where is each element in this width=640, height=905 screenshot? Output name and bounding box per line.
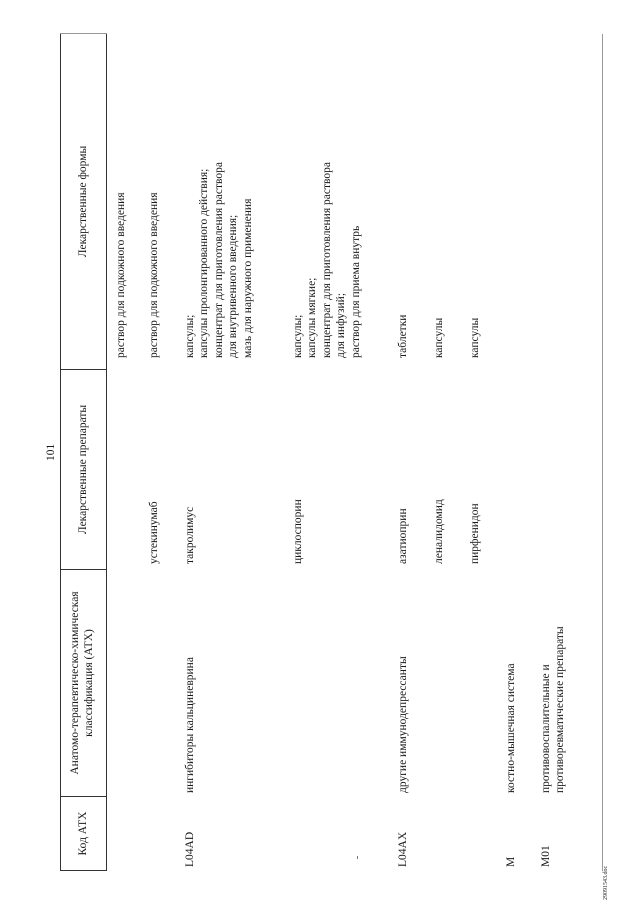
table-row-forms bbox=[468, 318, 482, 358]
form-line: раствор для подкожного введения bbox=[148, 192, 160, 358]
header-code: Код АТХ bbox=[77, 811, 89, 856]
table-row-forms bbox=[396, 315, 410, 358]
drug-name: леналидомид bbox=[433, 499, 445, 564]
form-line: капсулы; bbox=[184, 314, 196, 358]
form-line: капсулы; bbox=[292, 314, 304, 358]
atc-code: L04AD bbox=[184, 831, 196, 867]
table-left-border bbox=[60, 870, 107, 871]
form-line: мазь для наружного применения bbox=[241, 198, 254, 358]
table-row-forms bbox=[432, 318, 446, 358]
drug-name: циклоспорин bbox=[292, 499, 304, 564]
classification-name: костно-мышечная система bbox=[505, 663, 517, 793]
bottom-rule bbox=[602, 34, 603, 871]
header-drugs: Лекарственные препараты bbox=[77, 404, 89, 535]
form-line: капсулы пролонгированного действия; bbox=[198, 168, 211, 358]
table-row-forms bbox=[147, 192, 161, 358]
page-number: 101 bbox=[45, 443, 57, 461]
form-line: для инфузий; bbox=[335, 292, 348, 358]
atc-code: L04AX bbox=[397, 831, 409, 867]
form-line: капсулы bbox=[433, 317, 445, 358]
column-divider-2 bbox=[60, 569, 107, 570]
table-top-rule bbox=[60, 34, 61, 871]
classification-name: ингибиторы кальциневрина bbox=[184, 657, 196, 793]
table-row-forms bbox=[291, 162, 363, 358]
form-line: концентрат для приготовления раствора bbox=[320, 162, 333, 358]
header-bottom-rule bbox=[106, 34, 107, 871]
header-forms: Лекарственные формы bbox=[77, 145, 89, 258]
drug-name: такролимус bbox=[184, 506, 196, 564]
form-line: раствор для подкожного введения bbox=[115, 192, 127, 358]
table-row-forms bbox=[183, 162, 255, 358]
form-line: раствор для приема внутрь bbox=[349, 225, 362, 358]
classification-name: противовоспалительные и противоревматические препараты bbox=[540, 626, 567, 793]
margin-mark bbox=[357, 856, 358, 859]
atc-code: M01 bbox=[540, 845, 552, 867]
classification-name: другие иммунодепрессанты bbox=[397, 656, 409, 793]
header-classification: Анатомо-терапевтическо-химическая классификация (АТХ) bbox=[69, 591, 96, 775]
form-line: для внутривенного введения; bbox=[227, 214, 240, 358]
doc-reference: 29091543.doc bbox=[603, 865, 609, 900]
drug-name: азатиоприн bbox=[397, 508, 409, 564]
drug-name: устекинумаб bbox=[148, 501, 160, 564]
table-row-forms bbox=[114, 192, 128, 358]
form-line: капсулы bbox=[469, 317, 481, 358]
form-line: концентрат для приготовления раствора bbox=[212, 162, 225, 358]
form-line: таблетки bbox=[397, 314, 409, 358]
form-line: капсулы мягкие; bbox=[306, 277, 319, 358]
drug-name: пирфенидон bbox=[469, 503, 481, 564]
atc-code: M bbox=[505, 856, 517, 867]
